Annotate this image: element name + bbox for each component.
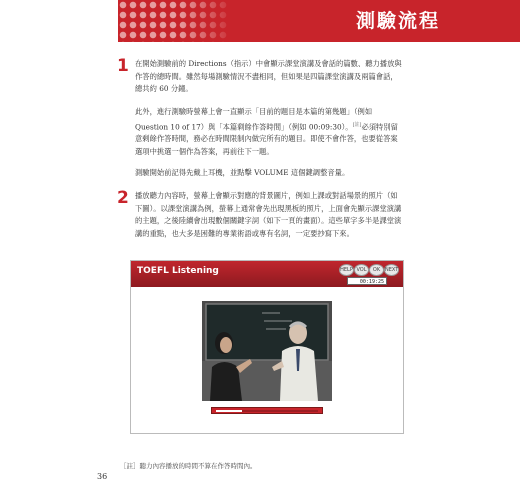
step-1-paragraph-2 bbox=[135, 106, 403, 158]
test-app-title: TOEFL Listening bbox=[137, 266, 219, 276]
footnote: ［註］聽力內容播放的時間不算在作答時間內。 bbox=[120, 462, 257, 470]
progress-fill bbox=[216, 410, 242, 412]
step-1-paragraph-3 bbox=[135, 167, 403, 180]
paragraph-text bbox=[135, 106, 403, 158]
step-number-2: 2 bbox=[117, 188, 129, 208]
student-face bbox=[220, 337, 232, 353]
paragraph-text-part-2: 必須特別留意剩餘作答時間，務必在時間限制內做完所有的題目。即使不會作答，也要從答案選項中挑選一個作為答案，再前往下一題。 bbox=[135, 121, 398, 156]
test-title-bar bbox=[131, 261, 403, 287]
page-title: 測驗流程 bbox=[355, 10, 440, 32]
test-screenshot bbox=[130, 260, 404, 434]
step-number-1: 1 bbox=[117, 56, 129, 76]
next-button[interactable]: NEXT bbox=[384, 264, 399, 276]
paragraph-text-part-1: 此外，進行測驗時螢幕上會一直顯示「目前的題目是本篇的第幾題」（例如 Question 10 of 17）與「本篇剩餘作答時間」（例如 00:09:30）。 bbox=[135, 107, 373, 131]
paragraph-text: 測驗開始前記得先戴上耳機，並點擊 VOLUME 這個鍵調整音量。 bbox=[135, 168, 350, 177]
volume-button[interactable]: VOL bbox=[354, 264, 369, 276]
note-marker: [註] bbox=[352, 121, 362, 128]
ok-button[interactable]: OK bbox=[369, 264, 384, 276]
audio-progress-bar bbox=[211, 407, 323, 414]
step-1-paragraph-1 bbox=[135, 58, 403, 96]
classroom-photo bbox=[202, 301, 332, 401]
banner-fade bbox=[178, 0, 238, 42]
step-2-paragraph-1 bbox=[135, 190, 403, 240]
chapter-banner bbox=[118, 0, 520, 42]
help-button[interactable]: HELP bbox=[339, 264, 354, 276]
paragraph-text: 播放聽力內容時，螢幕上會顯示對應的背景圖片，例如上課或對話場景的照片（如下圖）。以課堂演講為例，螢幕上通常會先出現黑板的照片，上面會先顯示課堂演講的主題，之後陸續會出現數個關鍵字詞（如下一頁的畫面）。這些單字多半是課堂演講的重點，也大多是困難的專業術語或專有名詞，一定要抄寫下來。 bbox=[135, 191, 402, 238]
page-number: 36 bbox=[97, 472, 108, 481]
paragraph-text: 在開始測驗前的 Directions（指示）中會顯示課堂演講及會話的篇數、聽力播放與作答的總時間。雖然每場測驗情況不盡相同，但如果是四篇課堂演講及兩篇會話，總共約 60 分鐘。 bbox=[135, 59, 402, 93]
timer-display: 00:19:25 bbox=[347, 277, 387, 285]
